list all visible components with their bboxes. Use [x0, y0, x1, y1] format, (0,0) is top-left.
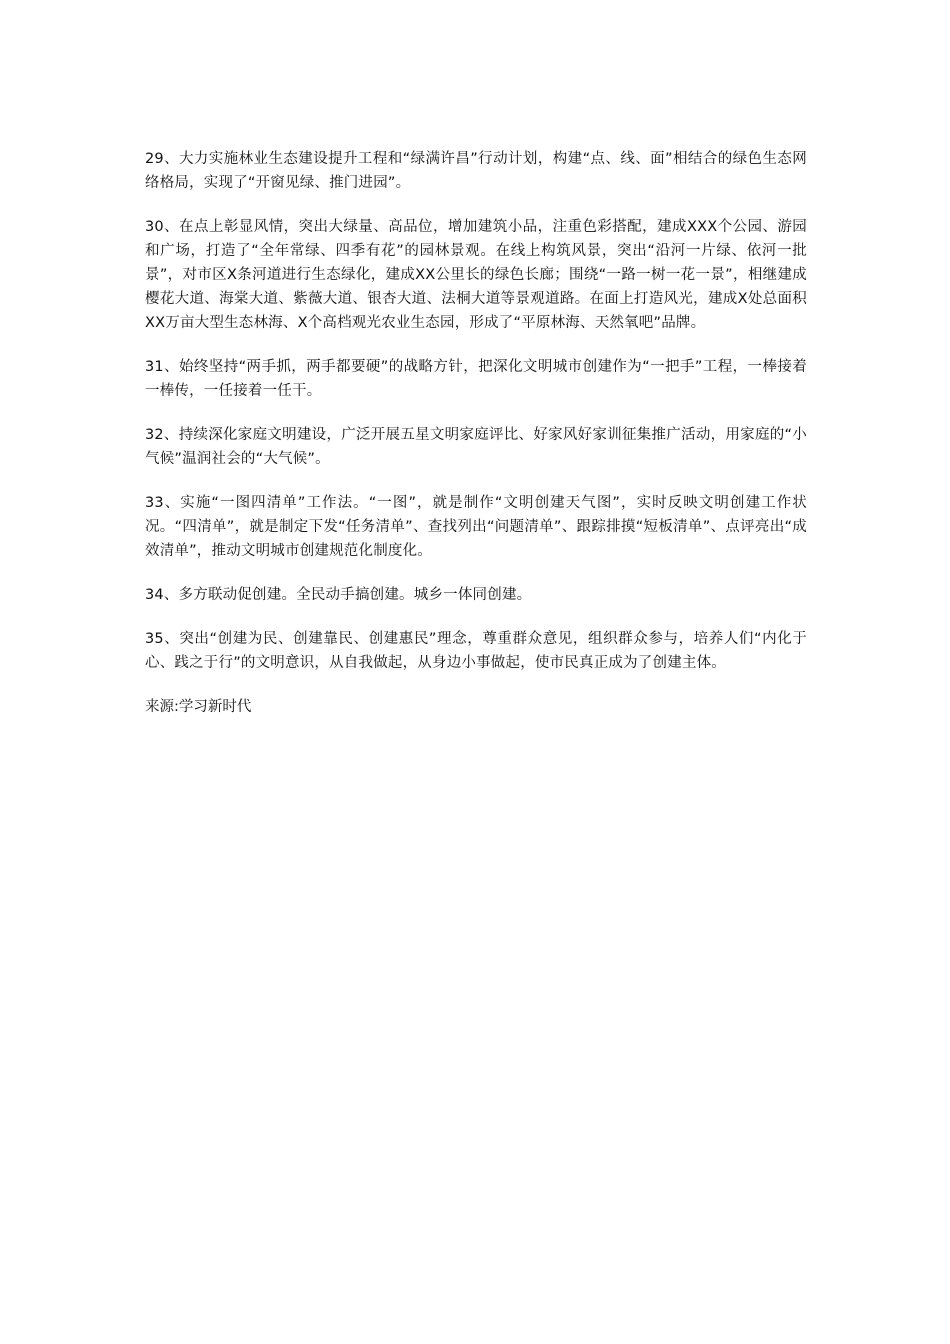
source-line: 来源:学习新时代: [145, 699, 252, 715]
paragraph-32: 32、持续深化家庭文明建设，广泛开展五星文明家庭评比、好家风好家训征集推广活动，用家庭的“小气候”温润社会的“大气候”。: [145, 427, 807, 467]
paragraph-30: 30、在点上彰显风情，突出大绿量、高品位，增加建筑小品，注重色彩搭配，建成XXX个公园、游园和广场，打造了“全年常绿、四季有花”的园林景观。在线上构筑风景，突出“沿河一片绿、依河一批景”，对市区X条河道进行生态绿化，建成XX公里长的绿色长廊；围绕“一路一树一花一景”，相继建成樱花大道、海棠大道、紫薇大道、银杏大道、法桐大道等景观道路。在面上打造风光，建成X处总面积XX万亩大型生态林海、X个高档观光农业生态园，形成了“平原林海、天然氧吧”品牌。: [145, 219, 807, 331]
paragraph-33: 33、实施“一图四清单”工作法。“一图”，就是制作“文明创建天气图”，实时反映文明创建工作状况。“四清单”，就是制定下发“任务清单”、查找列出“问题清单”、跟踪排摸“短板清单”、点评亮出“成效清单”，推动文明城市创建规范化制度化。: [145, 495, 807, 559]
document-body: [145, 147, 807, 719]
paragraph-34: 34、多方联动促创建。全民动手搞创建。城乡一体同创建。: [145, 587, 532, 603]
paragraph-29: 29、大力实施林业生态建设提升工程和“绿满许昌”行动计划，构建“点、线、面”相结合的绿色生态网络格局，实现了“开窗见绿、推门进园”。: [145, 151, 807, 191]
paragraph-31: 31、始终坚持“两手抓，两手都要硬”的战略方针，把深化文明城市创建作为“一把手”工程，一棒接着一棒传，一任接着一任干。: [145, 359, 807, 399]
paragraph-35: 35、突出“创建为民、创建靠民、创建惠民”理念，尊重群众意见，组织群众参与，培养人们“内化于心、践之于行”的文明意识，从自我做起，从身边小事做起，使市民真正成为了创建主体。: [145, 631, 807, 671]
